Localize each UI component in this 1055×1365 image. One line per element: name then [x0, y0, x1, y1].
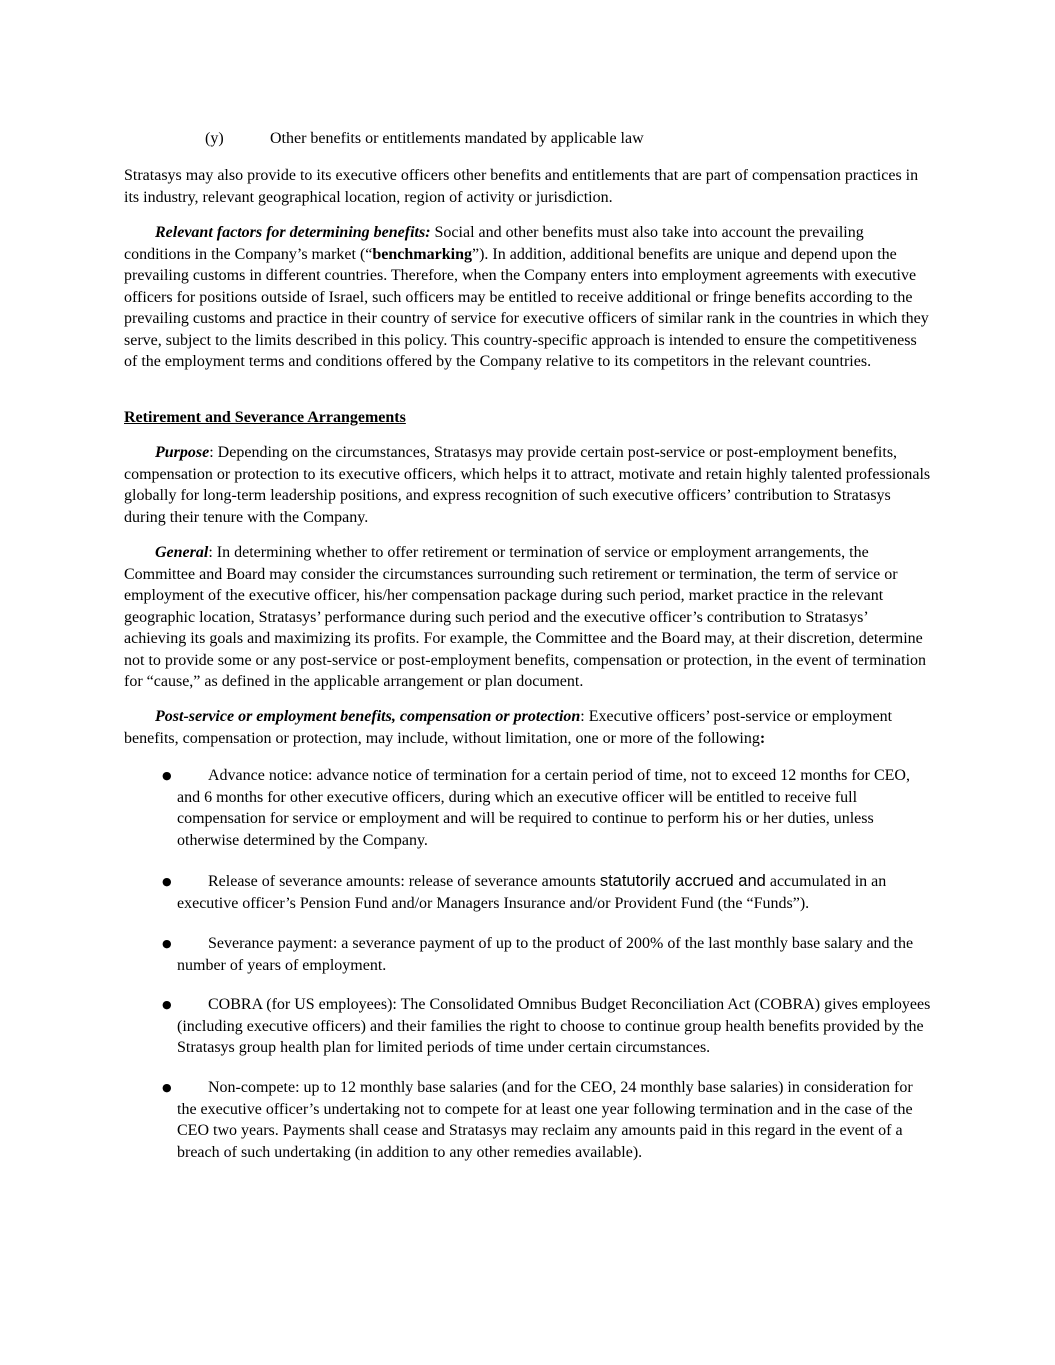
list-item-y	[205, 128, 644, 150]
purpose-heading: Purpose	[155, 444, 210, 461]
bullet-text: Non-compete: up to 12 monthly base salaries (and for the CEO, 24 monthly base salaries) in consideration for the executive officer’s undertaking not to compete for at least one year following termination and in the case of the CEO two years. Payments shall cease and Stratasys may reclaim any amounts paid in this regard in the event of a breach of such undertaking (in addition to any other remedies available).	[177, 1079, 913, 1161]
post-service-colon: :	[759, 729, 766, 747]
bullet-icon: ●	[162, 937, 172, 950]
paragraph-relevant-factors	[124, 222, 932, 373]
relevant-factors-text-2: ”). In addition, additional benefits are unique and depend upon the prevailing customs in different countries. Therefore, when the Company enters into employment agreements with executive officers for positions outside of Israel, such officers may be entitled to receive additional or fringe benefits according to the prevailing customs and practice in their country of service for executive officers of similar rank in the countries in which they serve, subject to the limits described in this policy. This country-specific approach is intended to ensure the competitiveness of the employment terms and conditions offered by the Company relative to its competitors in the relevant countries.	[124, 245, 929, 370]
paragraph-general	[124, 542, 932, 693]
item-text: Other benefits or entitlements mandated by applicable law	[270, 130, 644, 147]
paragraph-post-service	[124, 706, 932, 749]
benchmarking-term: benchmarking	[372, 245, 472, 263]
bullet-icon: ●	[162, 1081, 172, 1094]
bullet-text: Advance notice: advance notice of termination for a certain period of time, not to exceed 12 months for CEO, and 6 months for other executive officers, during which an executive officer will be entitled to receive full compensation for service or employment and will be required to continue to perform his or her duties, unless otherwise determined by the Company.	[177, 767, 910, 849]
bullet-icon: ●	[162, 769, 172, 782]
list-item	[162, 994, 932, 1059]
bullet-icon: ●	[162, 998, 172, 1011]
bullet-text: accumulated in an executive officer’s Pension Fund and/or Managers Insurance and/or Provident Fund (the “Funds”).	[177, 873, 887, 912]
paragraph-other-benefits: Stratasys may also provide to its executive officers other benefits and entitlements that are part of compensation practices in its industry, relevant geographical location, region of activity or jurisdiction.	[124, 167, 919, 206]
list-item	[162, 933, 932, 976]
list-item	[162, 1077, 932, 1163]
general-heading: General	[155, 544, 209, 561]
purpose-text: : Depending on the circumstances, Stratasys may provide certain post-service or post-employment benefits, compensation or protection to its executive officers, which helps it to attract, motivate and retain highly talented professionals globally for long-term leadership positions, and express recognition of such executive officers’ contribution to Stratasys during their tenure with the Company.	[124, 444, 931, 526]
bullet-text: Release of severance amounts: release of severance amounts	[208, 873, 600, 890]
list-item	[162, 871, 932, 914]
bullet-text: Severance payment: a severance payment of up to the product of 200% of the last monthly base salary and the number of years of employment.	[177, 935, 914, 974]
list-item	[162, 765, 932, 851]
post-service-heading: Post-service or employment benefits, compensation or protection	[155, 708, 581, 725]
post-service-text: : Executive officers’ post-service or employment benefits, compensation or protection, may include, without limitation, one or more of the following	[124, 708, 893, 747]
relevant-factors-text-1: Social and other benefits must also take into account the prevailing conditions in the Company’s market (“	[124, 224, 864, 263]
paragraph-purpose	[124, 442, 932, 528]
bullet-text: COBRA (for US employees): The Consolidated Omnibus Budget Reconciliation Act (COBRA) gives employees (including executive officers) and their families the right to choose to continue group health benefits provided by the Stratasys group health plan for limited periods of time under certain circumstances.	[177, 996, 931, 1056]
item-label: (y)	[205, 130, 224, 147]
bullet-icon: ●	[162, 875, 172, 888]
section-heading: Retirement and Severance Arrangements	[124, 409, 406, 426]
bullet-text-sans: statutorily accrued and	[599, 872, 766, 890]
general-text: : In determining whether to offer retirement or termination of service or employment arrangements, the Committee and Board may consider the circumstances surrounding such retirement or termination, the term of service or employment of the executive officer, his/her compensation package during such period, market practice in the relevant geographic location, Stratasys’ performance during such period and the executive officer’s contribution to Stratasys’ achieving its goals and maximizing its profits. For example, the Committee and the Board may, at their discretion, determine not to provide some or any post-service or post-employment benefits, compensation or protection, in the event of termination for “cause,” as defined in the applicable arrangement or plan document.	[124, 544, 927, 690]
relevant-factors-heading: Relevant factors for determining benefits:	[155, 224, 431, 241]
